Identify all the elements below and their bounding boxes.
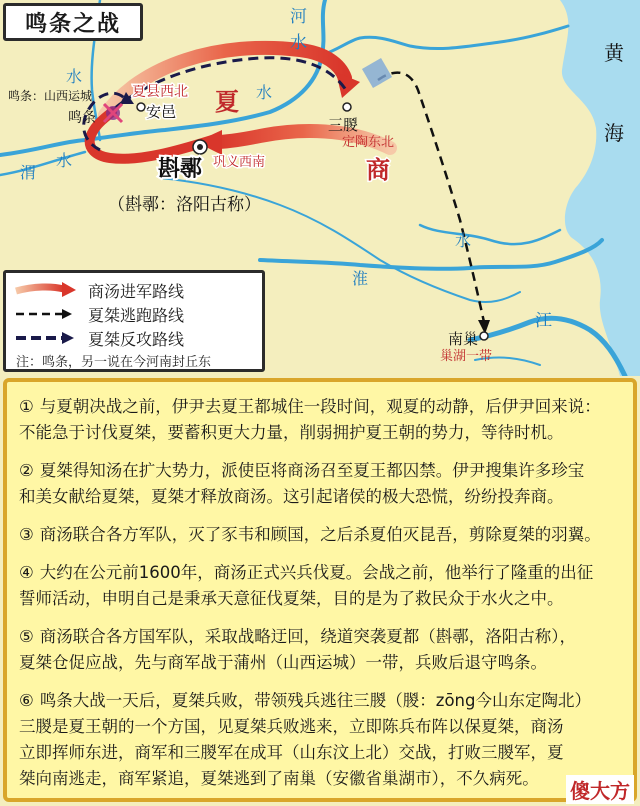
note-text: 桀向南逃走，商军紧追，夏桀逃到了南巢（安徽省巢湖市），不久病死。 — [19, 769, 539, 788]
note-item — [19, 394, 625, 446]
river-label-shui-4: 水 — [256, 83, 273, 102]
note-line — [19, 740, 625, 766]
note-number: ④ — [19, 563, 34, 582]
legend-item-xia-escape — [14, 303, 184, 325]
zhenxun-label: 斟鄩 — [158, 157, 203, 182]
note-line — [19, 484, 625, 510]
legend-label-shang-advance: 商汤进军路线 — [88, 281, 185, 301]
dingtao-label: 定陶东北 — [342, 135, 395, 150]
note-line — [19, 420, 625, 446]
note-text: 夏桀得知汤在扩大势力，派使臣将商汤召至夏王都囚禁。伊尹搜集许多珍宝 — [39, 461, 585, 480]
legend-item-shang-advance — [14, 279, 184, 301]
note-line — [19, 766, 625, 792]
note-item — [19, 560, 625, 612]
navy-dashed-arrow-icon — [14, 330, 76, 346]
zhenxun-note: （斟鄩：洛阳古称） — [108, 195, 261, 215]
nanchao-label: 南巢 — [448, 330, 479, 348]
river-label-huai: 淮 — [352, 269, 369, 288]
yellow-sea-label-1: 黄 — [604, 41, 624, 65]
river-label-jiang: 江 — [535, 311, 552, 331]
sanzong-marker — [343, 103, 351, 111]
note-text: 大约在公元前1600年，商汤正式兴兵伐夏。会战之前，他举行了隆重的出征 — [39, 563, 594, 582]
note-number: ⑤ — [19, 627, 34, 646]
yellow-sea-label-2: 海 — [604, 121, 624, 145]
legend — [3, 270, 265, 372]
note-item — [19, 522, 625, 548]
nanchao-marker — [480, 332, 488, 340]
river-label-shui-1: 水 — [290, 33, 307, 53]
map-title: 鸣条之战 — [3, 3, 143, 41]
legend-label-xia-escape: 夏桀逃跑路线 — [88, 305, 185, 325]
river-label-shui-2: 水 — [66, 67, 83, 86]
note-text: 不能急于讨伐夏桀，要蓄积更大力量，削弱拥护夏王朝的势力，等待时机。 — [19, 423, 564, 442]
legend-item-xia-counter — [14, 327, 184, 349]
note-text: 与夏朝决战之前，伊尹去夏王都城住一段时间，观夏的动静，后伊尹回来说： — [39, 397, 601, 416]
note-number: ① — [19, 397, 34, 416]
note-number: ③ — [19, 525, 34, 544]
note-item — [19, 458, 625, 510]
mingtiao-location-label: 鸣条：山西运城 — [8, 89, 93, 103]
river-label-shui-3: 水 — [56, 151, 73, 170]
note-text: 立即挥师东进，商军和三朡军在成耳（山东汶上北）交战，打败三朡军，夏 — [19, 743, 564, 762]
river-label-shui-5: 水 — [455, 231, 472, 250]
legend-label-xia-counter: 夏桀反攻路线 — [88, 329, 185, 349]
river-label-wei: 渭 — [20, 163, 37, 182]
sanzong-label: 三朡 — [328, 116, 359, 134]
note-line — [19, 714, 625, 740]
note-item — [19, 688, 625, 792]
note-line — [19, 522, 625, 548]
note-line — [19, 624, 625, 650]
chaohu-label: 巢湖一带 — [440, 349, 493, 364]
watermark: 傻大方 — [566, 775, 634, 804]
note-line — [19, 688, 625, 714]
note-line — [19, 586, 625, 612]
river-label-he: 河 — [290, 7, 307, 27]
shang-kingdom-label: 商 — [366, 156, 390, 184]
note-text: 商汤联合各方军队，灭了豕韦和顾国，之后杀夏伯灭昆吾，剪除夏桀的羽翼。 — [39, 525, 601, 544]
zhenxun-marker-inner — [197, 144, 203, 150]
note-text: 商汤联合各方国军队，采取战略迂回，绕道突袭夏都（斟鄩，洛阳古称）， — [39, 627, 577, 646]
note-item — [19, 624, 625, 676]
xia-county-label: 夏县西北 — [132, 84, 188, 100]
note-text: 三朡是夏王朝的一个方国，见夏桀兵败逃来，立即陈兵布阵以保夏桀，商汤 — [19, 717, 564, 736]
anyi-label: 安邑 — [146, 103, 177, 121]
mingtiao-label: 鸣条 — [68, 110, 96, 126]
notes-panel — [3, 378, 637, 802]
note-line — [19, 560, 625, 586]
note-text: 和美女献给夏桀，夏桀才释放商汤。这引起诸侯的极大恐慌，纷纷投奔商。 — [19, 487, 564, 506]
red-arrow-icon — [14, 282, 76, 298]
note-line — [19, 394, 625, 420]
legend-note: 注：鸣条，另一说在今河南封丘东 — [16, 355, 212, 370]
xia-kingdom-label: 夏 — [215, 88, 239, 116]
note-text: 鸣条大战一天后，夏桀兵败，带领残兵逃往三朡（朡：zōng今山东定陶北） — [39, 691, 591, 710]
note-text: 夏桀仓促应战，先与商军战于蒲州（山西运城）一带，兵败后退守鸣条。 — [19, 653, 547, 672]
anyi-marker — [137, 103, 145, 111]
note-line — [19, 458, 625, 484]
black-dashed-arrow-icon — [14, 306, 76, 322]
note-line — [19, 650, 625, 676]
note-text: 誓师活动，申明自己是秉承天意征伐夏桀，目的是为了救民众于水火之中。 — [19, 589, 564, 608]
note-number: ② — [19, 461, 34, 480]
note-number: ⑥ — [19, 691, 34, 710]
gongyi-label: 巩义西南 — [213, 155, 266, 170]
